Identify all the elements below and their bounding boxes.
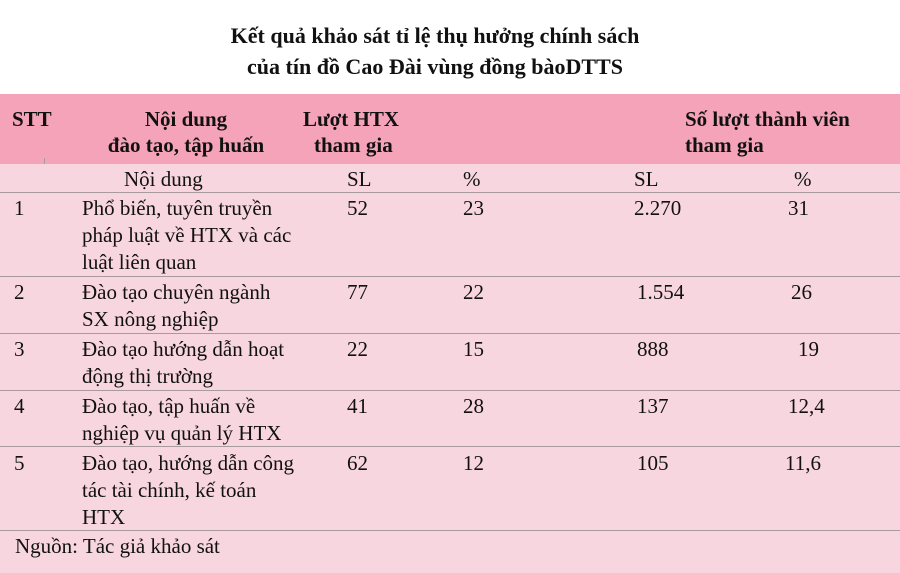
row-mem-pct: 19 — [798, 337, 819, 361]
row-content-line: luật liên quan — [82, 250, 197, 274]
row-htx-pct: 12 — [463, 451, 484, 475]
subheader-htx-pct: % — [463, 167, 481, 191]
row-divider — [0, 276, 900, 277]
table-title — [0, 20, 870, 82]
subheader-mem-sl: SL — [634, 167, 659, 191]
header-htx-line2: tham gia — [314, 133, 393, 157]
row-divider — [0, 530, 900, 531]
row-mem-pct: 26 — [791, 280, 812, 304]
row-content-line: Đào tạo chuyên ngành — [82, 280, 271, 304]
row-content-line: SX nông nghiệp — [82, 307, 219, 331]
header-divider-tick — [44, 158, 45, 164]
row-content-line: pháp luật về HTX và các — [82, 223, 292, 247]
row-divider — [0, 192, 900, 193]
row-content-line: Đào tạo, hướng dẫn công — [82, 451, 295, 475]
row-mem-pct: 11,6 — [785, 451, 821, 475]
row-stt: 4 — [14, 394, 25, 418]
header-members-line2: tham gia — [685, 133, 764, 157]
source-note: Nguồn: Tác giả khảo sát — [15, 534, 220, 558]
row-htx-sl: 22 — [347, 337, 368, 361]
header-members-line1: Số lượt thành viên — [685, 107, 850, 131]
row-mem-pct: 12,4 — [788, 394, 825, 418]
row-stt: 1 — [14, 196, 25, 220]
row-content-line: nghiệp vụ quản lý HTX — [82, 421, 282, 445]
row-htx-sl: 77 — [347, 280, 368, 304]
row-content-line: Phổ biến, tuyên truyền — [82, 196, 273, 220]
row-htx-pct: 22 — [463, 280, 484, 304]
row-divider — [0, 390, 900, 391]
row-divider — [0, 333, 900, 334]
row-htx-sl: 62 — [347, 451, 368, 475]
subheader-content: Nội dung — [124, 167, 203, 191]
row-stt: 2 — [14, 280, 25, 304]
row-htx-pct: 15 — [463, 337, 484, 361]
row-stt: 3 — [14, 337, 25, 361]
row-mem-sl: 888 — [637, 337, 669, 361]
header-content-line2: đào tạo, tập huấn — [107, 133, 265, 157]
row-content-line: động thị trường — [82, 364, 213, 388]
header-content-line1: Nội dung — [144, 107, 228, 131]
row-htx-pct: 28 — [463, 394, 484, 418]
row-content-line: tác tài chính, kế toán — [82, 478, 257, 502]
row-divider — [0, 446, 900, 447]
row-stt: 5 — [14, 451, 25, 475]
subheader-htx-sl: SL — [347, 167, 372, 191]
row-mem-sl: 137 — [637, 394, 669, 418]
row-content-line: Đào tạo, tập huấn về — [82, 394, 256, 418]
table-header — [0, 94, 900, 164]
row-content-line: HTX — [82, 505, 126, 529]
row-htx-pct: 23 — [463, 196, 484, 220]
title-line-1: Kết quả khảo sát tỉ lệ thụ hưởng chính sách — [230, 23, 640, 48]
row-mem-sl: 1.554 — [637, 280, 685, 304]
row-content-line: Đào tạo hướng dẫn hoạt — [82, 337, 285, 361]
subheader-mem-pct: % — [794, 167, 812, 191]
survey-table — [0, 94, 900, 573]
header-stt: STT — [12, 107, 52, 131]
row-htx-sl: 52 — [347, 196, 368, 220]
header-htx-line1: Lượt HTX — [303, 107, 399, 131]
title-line-2: của tín đồ Cao Đài vùng đồng bàoDTTS — [247, 54, 623, 79]
row-mem-sl: 2.270 — [634, 196, 682, 220]
row-mem-sl: 105 — [637, 451, 669, 475]
row-htx-sl: 41 — [347, 394, 368, 418]
row-mem-pct: 31 — [788, 196, 809, 220]
